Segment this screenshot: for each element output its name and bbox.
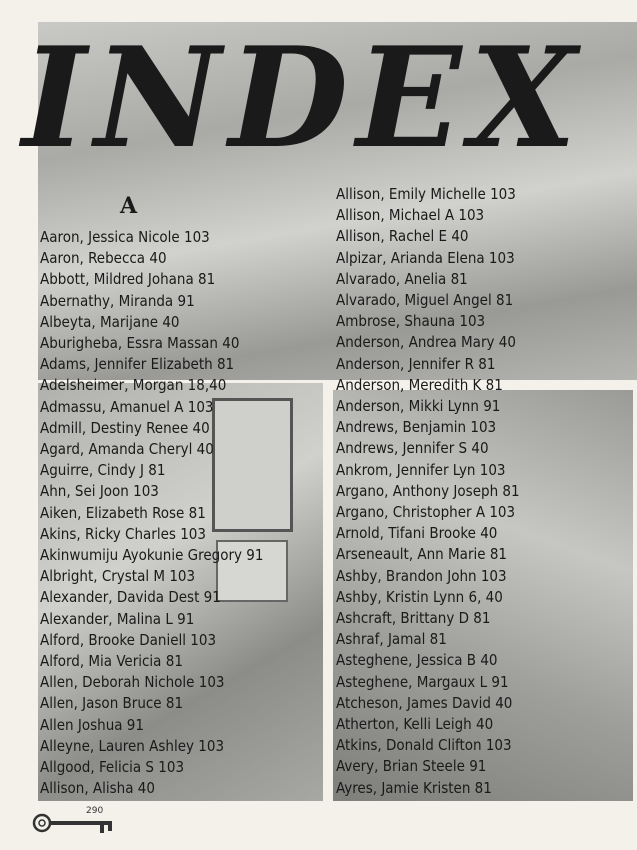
- index-entry: Alford, Brooke Daniell 103: [40, 630, 217, 649]
- index-entry: Avery, Brian Steele 91: [336, 757, 487, 776]
- index-entry: Adams, Jennifer Elizabeth 81: [40, 355, 235, 374]
- index-entry: Aaron, Rebecca 40: [40, 249, 167, 268]
- index-entry: Atcheson, James David 40: [336, 693, 513, 712]
- index-entry: Allen, Jason Bruce 81: [40, 694, 184, 713]
- index-entry: Anderson, Jennifer R 81: [336, 354, 496, 373]
- index-entry: Alvarado, Miguel Angel 81: [336, 291, 514, 309]
- index-entry: Atkins, Donald Clifton 103: [336, 736, 512, 755]
- key-icon: [30, 808, 120, 838]
- index-entry: Akins, Ricky Charles 103: [40, 524, 206, 543]
- index-entry: Ashraf, Jamal 81: [336, 630, 447, 649]
- index-entry: Ashby, Brandon John 103: [336, 566, 507, 585]
- index-entry: Adelsheimer, Morgan 18,40: [40, 376, 227, 395]
- index-entry: Alexander, Davida Dest 91: [40, 588, 221, 607]
- index-entry: Allison, Rachel E 40: [336, 227, 469, 246]
- index-entry: Aguirre, Cindy J 81: [40, 461, 166, 480]
- index-entry: Akinwumiju Ayokunie Gregory 91: [40, 546, 264, 564]
- index-entry: Allen Joshua 91: [40, 715, 144, 734]
- index-entry: Argano, Christopher A 103: [336, 503, 516, 521]
- index-entry: Aiken, Elizabeth Rose 81: [40, 503, 206, 522]
- index-entry: Ahn, Sei Joon 103: [40, 482, 159, 501]
- index-entry: Asteghene, Jessica B 40: [336, 651, 498, 670]
- index-entry: Alleyne, Lauren Ashley 103: [40, 736, 225, 755]
- index-entry: Andrews, Benjamin 103: [336, 418, 497, 437]
- index-entry: Argano, Anthony Joseph 81: [336, 481, 520, 500]
- page-title: INDEX: [22, 16, 585, 179]
- index-entry: Albeyta, Marijane 40: [40, 312, 180, 331]
- index-entry: Arnold, Tifani Brooke 40: [336, 524, 498, 543]
- photo-frame: [212, 398, 293, 532]
- index-entry: Albright, Crystal M 103: [40, 567, 196, 586]
- index-entry: Admill, Destiny Renee 40: [40, 418, 210, 437]
- index-entry: Admassu, Amanuel A 103: [40, 397, 214, 416]
- index-entry: Allison, Alisha 40: [40, 779, 155, 798]
- page-number: 290: [86, 806, 104, 816]
- index-entry: Arseneault, Ann Marie 81: [336, 545, 507, 564]
- index-entry: Atherton, Kelli Leigh 40: [336, 715, 494, 733]
- index-entry: Alpizar, Arianda Elena 103: [336, 248, 515, 267]
- index-entry: Ambrose, Shauna 103: [336, 312, 486, 331]
- index-entry: Allen, Deborah Nichole 103: [40, 673, 225, 692]
- index-entry: Aburigheba, Essra Massan 40: [40, 334, 240, 352]
- index-entry: Andrews, Jennifer S 40: [336, 439, 489, 458]
- index-entry: Alford, Mia Vericia 81: [40, 652, 183, 670]
- index-entry: Ashby, Kristin Lynn 6, 40: [336, 587, 503, 606]
- index-entry: Aaron, Jessica Nicole 103: [40, 228, 210, 246]
- index-entry: Allison, Michael A 103: [336, 206, 485, 225]
- index-entry: Abernathy, Miranda 91: [40, 291, 195, 310]
- index-entry: Abbott, Mildred Johana 81: [40, 270, 216, 289]
- index-entry: Agard, Amanda Cheryl 40: [40, 440, 214, 458]
- index-entry: Anderson, Meredith K 81: [336, 375, 503, 394]
- index-entry: Allgood, Felicia S 103: [40, 758, 185, 776]
- section-letter: A: [120, 193, 138, 219]
- index-entry: Ayres, Jamie Kristen 81: [336, 778, 492, 797]
- index-entry: Ankrom, Jennifer Lyn 103: [336, 460, 506, 479]
- index-entry: Allison, Emily Michelle 103: [336, 185, 516, 203]
- index-entry: Alexander, Malina L 91: [40, 609, 195, 628]
- index-entry: Anderson, Mikki Lynn 91: [336, 397, 501, 415]
- index-entry: Ashcraft, Brittany D 81: [336, 609, 491, 627]
- index-entry: Alvarado, Anelia 81: [336, 269, 468, 288]
- index-entry: Anderson, Andrea Mary 40: [336, 333, 516, 352]
- index-entry: Asteghene, Margaux L 91: [336, 672, 509, 691]
